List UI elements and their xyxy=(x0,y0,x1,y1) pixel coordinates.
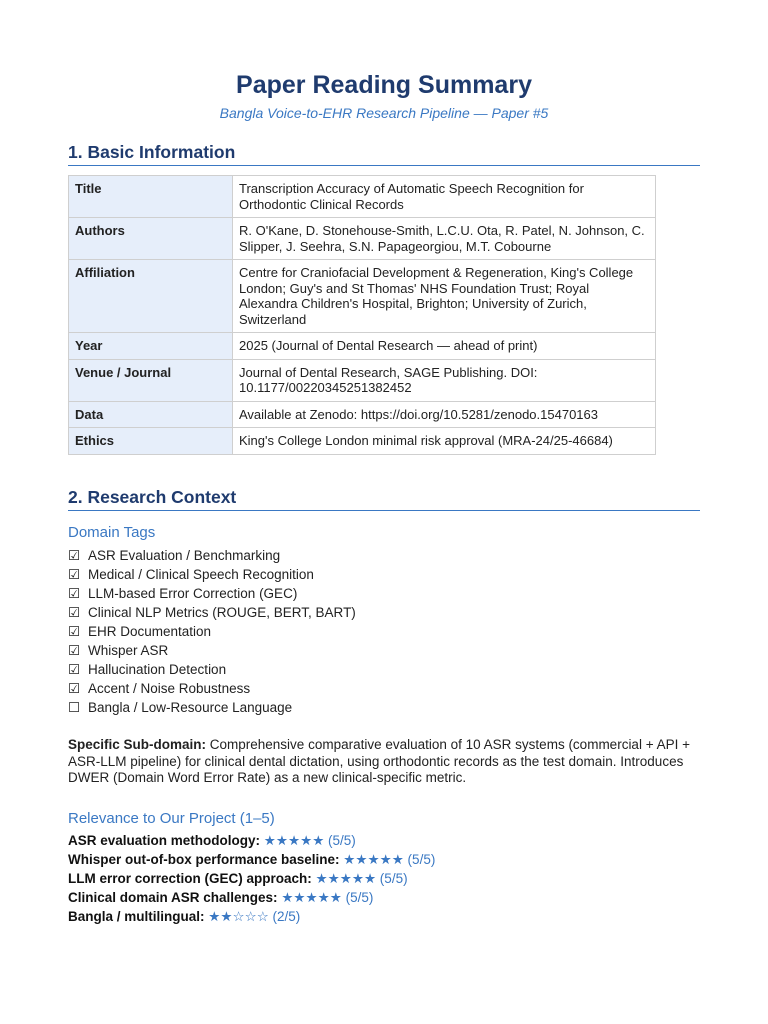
star-rating: ★★★★★ (5/5) xyxy=(281,889,374,905)
list-item xyxy=(68,698,700,717)
table-row xyxy=(69,260,656,333)
tag-label: Whisper ASR xyxy=(88,643,169,658)
list-item xyxy=(68,546,700,565)
relevance-heading: Relevance to Our Project (1–5) xyxy=(68,809,275,827)
row-value: Journal of Dental Research, SAGE Publishing. DOI: 10.1177/00220345251382452 xyxy=(233,359,656,401)
section-heading-basic-information: 1. Basic Information xyxy=(68,141,700,166)
rating-label: ASR evaluation methodology: xyxy=(68,832,261,848)
page-subtitle: Bangla Voice-to-EHR Research Pipeline — Paper #5 xyxy=(219,105,549,121)
rating-row xyxy=(68,831,700,850)
subdomain-label: Specific Sub-domain: xyxy=(68,737,207,752)
checked-box-icon: ☑ xyxy=(68,643,81,658)
list-item xyxy=(68,565,700,584)
star-rating: ★★★★★ (5/5) xyxy=(315,870,408,886)
table-row xyxy=(69,333,656,360)
checked-box-icon: ☑ xyxy=(68,662,81,677)
rating-row xyxy=(68,850,700,869)
rating-label: Whisper out-of-box performance baseline: xyxy=(68,851,340,867)
tag-label: Medical / Clinical Speech Recognition xyxy=(88,567,314,582)
domain-tags-heading: Domain Tags xyxy=(68,524,156,541)
list-item xyxy=(68,584,700,603)
tag-label: Clinical NLP Metrics (ROUGE, BERT, BART) xyxy=(88,605,356,620)
row-key: Title xyxy=(69,176,233,218)
specific-subdomain-paragraph xyxy=(68,737,700,787)
checked-box-icon: ☑ xyxy=(68,586,81,601)
row-value: King's College London minimal risk approval (MRA-24/25-46684) xyxy=(233,428,656,455)
checked-box-icon: ☑ xyxy=(68,624,81,639)
list-item xyxy=(68,641,700,660)
subdomain-text: Comprehensive comparative evaluation of 10 ASR systems (commercial + API + ASR-LLM pipeline) for clinical dental dictation, using orthodontic records as the test domain. Introduces DWER (Domain Word Error Rate) as a new clinical-specific metric. xyxy=(68,737,690,785)
row-value: Available at Zenodo: https://doi.org/10.5281/zenodo.15470163 xyxy=(233,401,656,428)
unchecked-box-icon: ☐ xyxy=(68,700,81,715)
tag-label: Hallucination Detection xyxy=(88,662,227,677)
row-key: Affiliation xyxy=(69,260,233,333)
relevance-ratings xyxy=(68,831,700,926)
table-row xyxy=(69,428,656,455)
rating-row xyxy=(68,907,700,926)
row-value: R. O'Kane, D. Stonehouse-Smith, L.C.U. Ota, R. Patel, N. Johnson, C. Slipper, J. Seehra, S.N. Papageorgiou, M.T. Cobourne xyxy=(233,218,656,260)
document-page xyxy=(68,0,700,924)
rating-row xyxy=(68,888,700,907)
row-key: Venue / Journal xyxy=(69,359,233,401)
star-rating: ★★★★★ (5/5) xyxy=(263,832,356,848)
basic-information-table xyxy=(68,175,656,455)
page-title: Paper Reading Summary xyxy=(236,71,532,99)
row-key: Year xyxy=(69,333,233,360)
row-key: Authors xyxy=(69,218,233,260)
domain-tags-list xyxy=(68,546,700,717)
star-rating: ★★☆☆☆ (2/5) xyxy=(208,908,301,924)
row-value: Transcription Accuracy of Automatic Speech Recognition for Orthodontic Clinical Records xyxy=(233,176,656,218)
checked-box-icon: ☑ xyxy=(68,567,81,582)
list-item xyxy=(68,679,700,698)
checked-box-icon: ☑ xyxy=(68,548,81,563)
section-heading-research-context: 2. Research Context xyxy=(68,486,700,511)
rating-label: LLM error correction (GEC) approach: xyxy=(68,870,312,886)
star-rating: ★★★★★ (5/5) xyxy=(343,851,436,867)
table-row xyxy=(69,359,656,401)
list-item xyxy=(68,603,700,622)
row-key: Ethics xyxy=(69,428,233,455)
row-value: Centre for Craniofacial Development & Regeneration, King's College London; Guy's and St Thomas' NHS Foundation Trust; Royal Alexandra Children's Hospital, Brighton; University of Zurich, Switzerland xyxy=(233,260,656,333)
checked-box-icon: ☑ xyxy=(68,681,81,696)
row-key: Data xyxy=(69,401,233,428)
table-row xyxy=(69,176,656,218)
list-item xyxy=(68,660,700,679)
tag-label: EHR Documentation xyxy=(88,624,212,639)
tag-label: LLM-based Error Correction (GEC) xyxy=(88,586,298,601)
table-row xyxy=(69,218,656,260)
tag-label: ASR Evaluation / Benchmarking xyxy=(88,548,281,563)
row-value: 2025 (Journal of Dental Research — ahead of print) xyxy=(233,333,656,360)
tag-label: Bangla / Low-Resource Language xyxy=(88,700,293,715)
tag-label: Accent / Noise Robustness xyxy=(88,681,251,696)
rating-row xyxy=(68,869,700,888)
rating-label: Clinical domain ASR challenges: xyxy=(68,889,278,905)
checked-box-icon: ☑ xyxy=(68,605,81,620)
research-context-section xyxy=(68,486,700,926)
list-item xyxy=(68,622,700,641)
rating-label: Bangla / multilingual: xyxy=(68,908,205,924)
table-row xyxy=(69,401,656,428)
